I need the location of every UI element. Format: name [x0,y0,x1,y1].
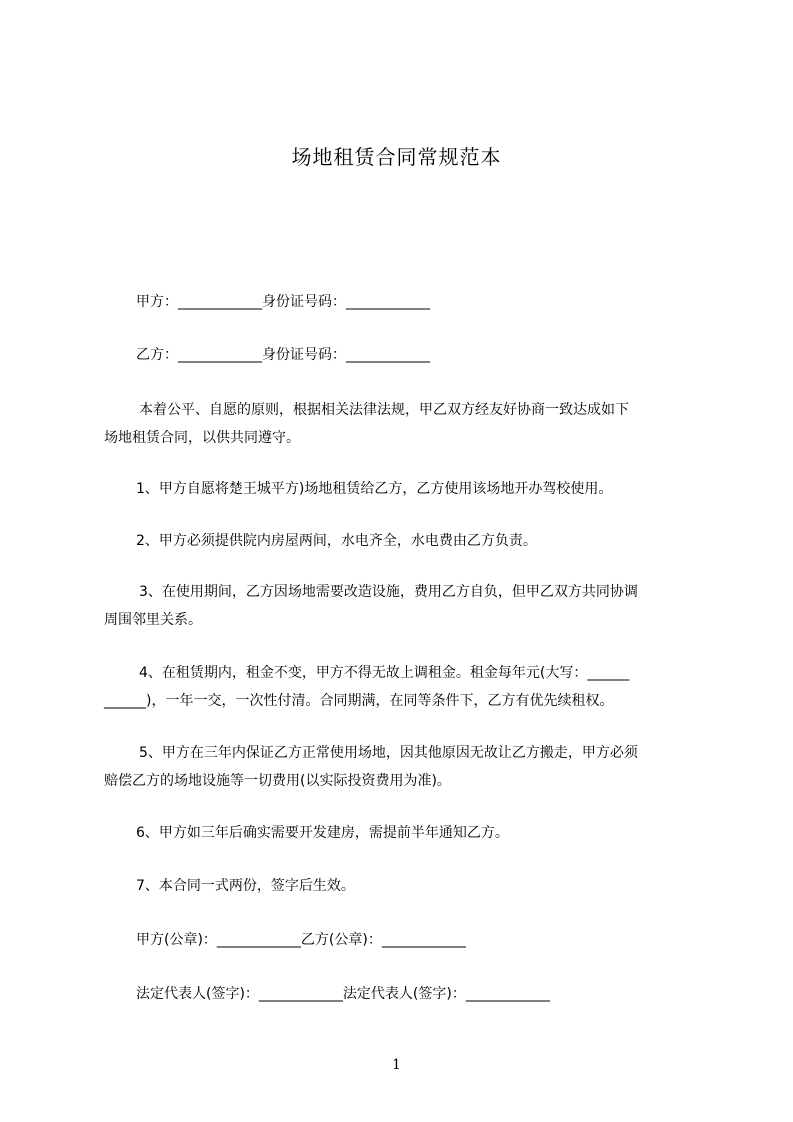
document-title: 场地租赁合同常规范本 [291,145,502,169]
clause-5-line-2: 赔偿乙方的场地设施等一切费用(以实际投资费用为准)。 [104,773,451,789]
clause-2: 2、甲方必须提供院内房屋两间，水电齐全，水电费由乙方负责。 [136,533,537,549]
clause-3-line-2: 周围邻里关系。 [104,612,202,628]
clause-6: 6、甲方如三年后确实需要开发建房，需提前半年通知乙方。 [136,825,509,841]
party-a-line: 甲方：____________身份证号码：____________ [136,294,430,310]
clause-3 [104,578,694,634]
representative-signature-line: 法定代表人(签字)：____________法定代表人(签字)：____________ [136,986,550,1002]
seal-signature-line: 甲方(公章)：____________乙方(公章)：____________ [136,932,466,948]
intro-line-1: 本着公平、自愿的原则，根据相关法律法规，甲乙双方经友好协商一致达成如下 [139,402,629,418]
intro-paragraph [104,396,694,452]
clause-3-line-1: 3、在使用期间，乙方因场地需要改造设施，费用乙方自负，但甲乙双方共同协调 [139,584,638,600]
page-number: 1 [392,1057,401,1073]
clause-4 [104,659,694,715]
clause-4-line-2: ______)，一年一交，一次性付清。合同期满，在同等条件下，乙方有优先续租权。 [104,693,614,709]
clause-4-line-1: 4、在租赁期内，租金不变，甲方不得无故上调租金。租金每年元(大写：______ [139,665,630,681]
clause-5-line-1: 5、甲方在三年内保证乙方正常使用场地，因其他原因无故让乙方搬走，甲方必须 [139,745,638,761]
clause-1: 1、甲方自愿将楚王城平方)场地租赁给乙方，乙方使用该场地开办驾校使用。 [136,481,613,497]
clause-7: 7、本合同一式两份，签字后生效。 [136,878,355,894]
party-b-line: 乙方：____________身份证号码：____________ [136,347,430,363]
clause-5 [104,739,694,795]
intro-line-2: 场地租赁合同，以供共同遵守。 [104,430,300,446]
